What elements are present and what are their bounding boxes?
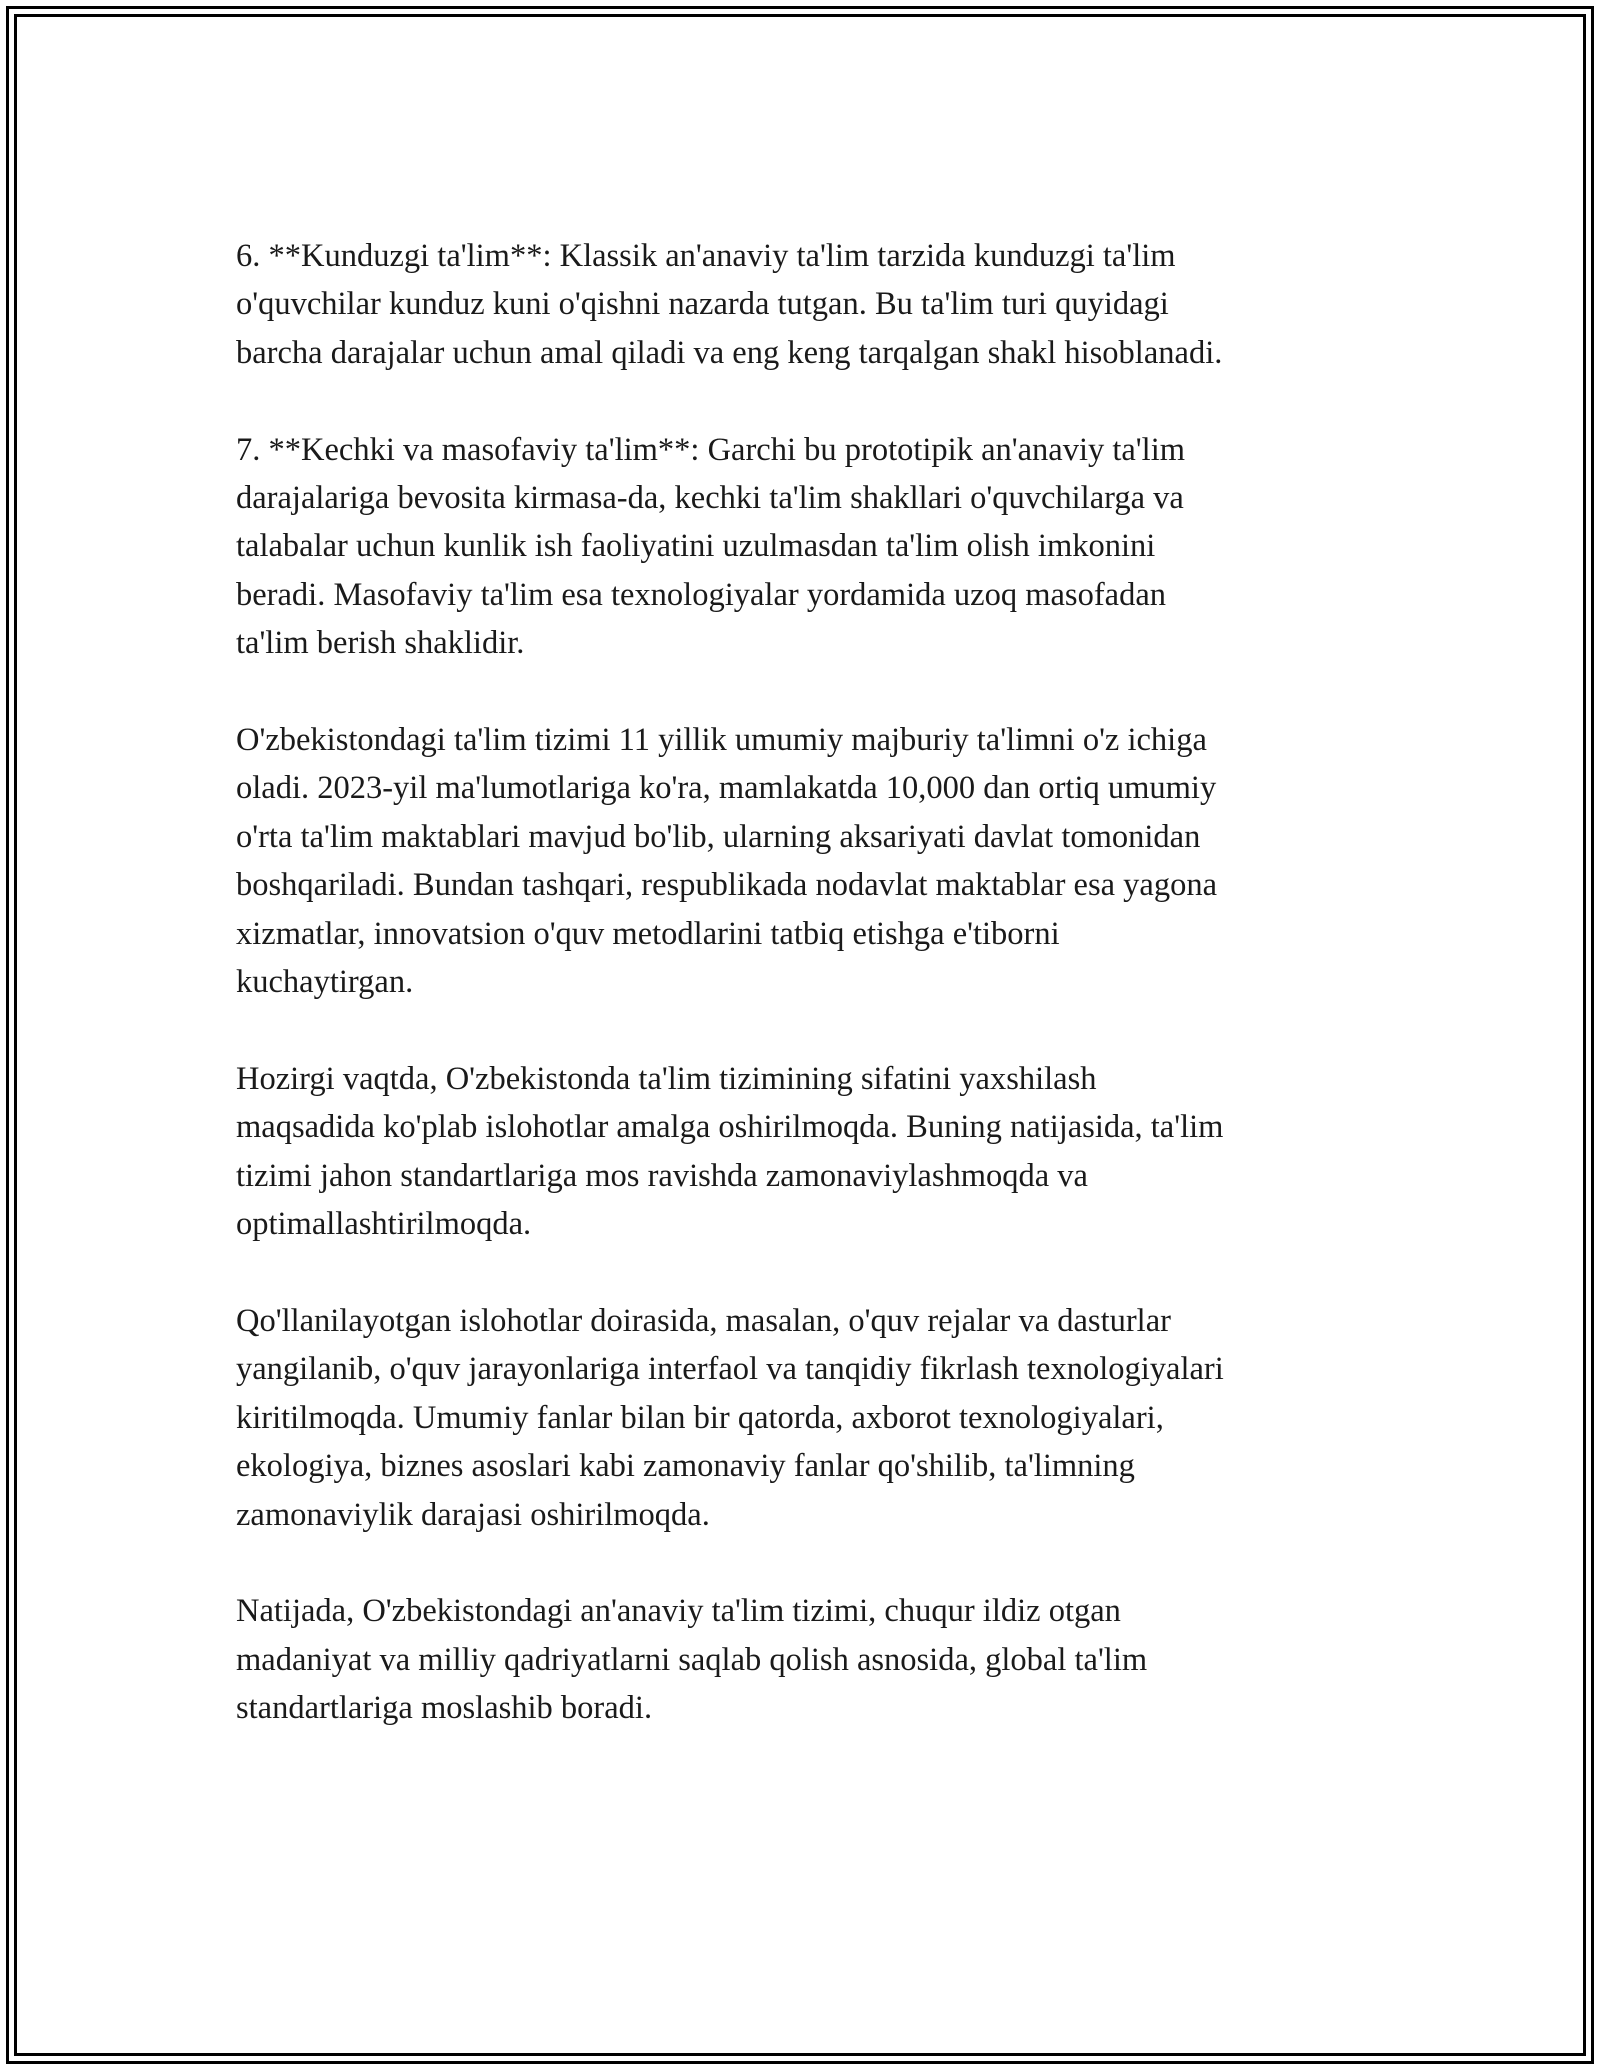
paragraph-islohotlar: Hozirgi vaqtda, O'zbekistonda ta'lim tizimining sifatini yaxshilash maqsadida ko'plab islohotlar amalga oshirilmoqda. Buning natijasida, ta'lim tizimi jahon standartlariga mos ravishda zamonaviylashmoqda va optimallashtirilmoqda. <box>236 1060 1224 1243</box>
document-body <box>236 232 1366 1781</box>
paragraph-natijada: Natijada, O'zbekistondagi an'anaviy ta'lim tizimi, chuqur ildiz otgan madaniyat va milliy qadriyatlarni saqlab qolish asnosida, global ta'lim standartlariga moslashib boradi. <box>236 1593 1148 1727</box>
paragraph-kechki-masofaviy-talim: 7. **Kechki va masofaviy ta'lim**: Garchi bu prototipik an'anaviy ta'lim darajalariga bevosita kirmasa-da, kechki ta'lim shakllari o'quvchilarga va talabalar uchun kunlik ish faoliyatini uzulmasdan ta'lim olish imkonini beradi. Masofaviy ta'lim esa texnologiyalar yordamida uzoq masofadan ta'lim berish shaklidir. <box>236 431 1186 662</box>
paragraph-islohotlar-doirasi: Qo'llanilayotgan islohotlar doirasida, masalan, o'quv rejalar va dasturlar yangilanib, o'quv jarayonlariga interfaol va tanqidiy fikrlash texnologiyalari kiritilmoqda. Umumiy fanlar bilan bir qatorda, axborot texnologiyalari, ekologiya, biznes asoslari kabi zamonaviy fanlar qo'shilib, ta'limning zamonaviylik darajasi oshirilmoqda. <box>236 1302 1224 1533</box>
paragraph-talim-tizimi: O'zbekistondagi ta'lim tizimi 11 yillik umumiy majburiy ta'limni o'z ichiga oladi. 2023-yil ma'lumotlariga ko'ra, mamlakatda 10,000 dan ortiq umumiy o'rta ta'lim maktablari mavjud bo'lib, ularning aksariyati davlat tomonidan boshqariladi. Bundan tashqari, respublikada nodavlat maktablar esa yagona xizmatlar, innovatsion o'quv metodlarini tatbiq etishga e'tiborni kuchaytirgan. <box>236 722 1218 1001</box>
paragraph-kunduzgi-talim: 6. **Kunduzgi ta'lim**: Klassik an'anaviy ta'lim tarzida kunduzgi ta'lim o'quvchilar kunduz kuni o'qishni nazarda tutgan. Bu ta'lim turi quyidagi barcha darajalar uchun amal qiladi va eng keng tarqalgan shakl hisoblanadi. <box>236 238 1223 371</box>
